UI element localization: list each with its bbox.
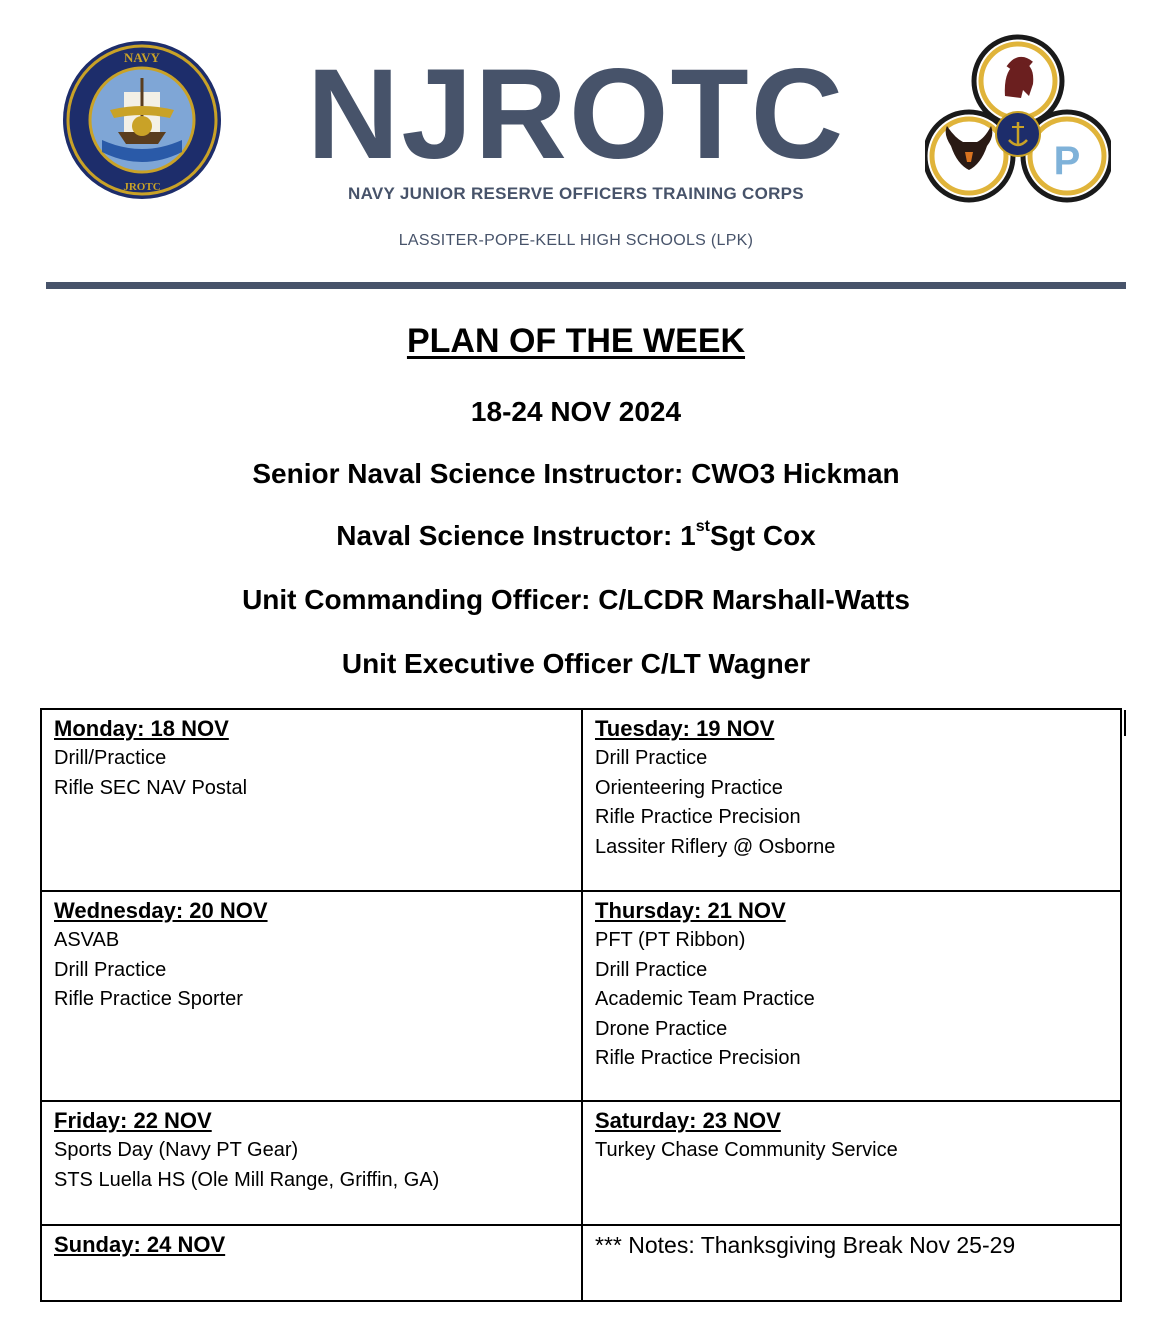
day-heading: Monday: 18 NOV — [54, 716, 229, 741]
naval-instructor — [0, 520, 1152, 552]
day-cell-thursday — [583, 892, 1120, 1100]
seal-bottom-text: JROTC — [123, 181, 161, 193]
list-item: Turkey Chase Community Service — [595, 1139, 898, 1161]
day-heading: Tuesday: 19 NOV — [595, 716, 775, 741]
list-item: Drill Practice — [595, 958, 708, 981]
list-item: Rifle Practice Precision — [595, 1047, 801, 1069]
svg-text:P: P — [1053, 139, 1081, 183]
list-item: Drill Practice — [595, 747, 708, 769]
commanding-officer: Unit Commanding Officer: C/LCDR Marshall-Watts — [242, 584, 910, 615]
instructor-prefix: Naval Science Instructor: 1 — [336, 520, 696, 551]
list-item: Academic Team Practice — [595, 988, 815, 1010]
instructor-ordinal: st — [695, 518, 710, 535]
list-item: Rifle Practice Sporter — [54, 988, 243, 1010]
seal-top-text: NAVY — [124, 50, 160, 65]
list-item: PFT (PT Ribbon) — [595, 929, 746, 951]
list-item: Rifle SEC NAV Postal — [54, 776, 248, 799]
day-cell-saturday — [583, 1102, 1120, 1224]
day-heading: Friday: 22 NOV — [54, 1108, 212, 1133]
list-item: Lassiter Riflery @ Osborne — [595, 835, 836, 858]
list-item: Drone Practice — [595, 1017, 728, 1040]
notes-cell — [583, 1226, 1120, 1300]
day-heading: Sunday: 24 NOV — [54, 1232, 226, 1257]
schedule-table — [40, 708, 1122, 1302]
day-cell-tuesday — [583, 710, 1120, 890]
list-item: Orienteering Practice — [595, 776, 783, 799]
week-dates: 18-24 NOV 2024 — [470, 396, 682, 427]
lpk-schools-logo-icon — [925, 34, 1111, 204]
day-cell-wednesday — [42, 892, 581, 1100]
day-heading: Saturday: 23 NOV — [595, 1108, 781, 1133]
schools-line: LASSITER-POPE-KELL HIGH SCHOOLS (LPK) — [398, 232, 754, 249]
day-heading: Wednesday: 20 NOV — [54, 898, 268, 923]
brand-subtitle: NAVY JUNIOR RESERVE OFFICERS TRAINING CORPS — [348, 184, 804, 203]
notes-text: *** Notes: Thanksgiving Break Nov 25-29 — [595, 1232, 1016, 1258]
list-item: Drill/Practice — [54, 747, 167, 769]
text-cursor — [1124, 710, 1126, 736]
header-divider — [46, 282, 1126, 289]
list-item: Drill Practice — [54, 958, 167, 981]
executive-officer: Unit Executive Officer C/LT Wagner — [341, 648, 811, 679]
day-cell-sunday — [42, 1226, 581, 1300]
page-title: PLAN OF THE WEEK — [406, 322, 746, 360]
list-item: ASVAB — [54, 929, 120, 951]
day-heading: Thursday: 21 NOV — [595, 898, 786, 923]
senior-instructor: Senior Naval Science Instructor: CWO3 Hickman — [252, 458, 900, 489]
brand-title: NJROTC — [306, 43, 846, 186]
day-cell-friday — [42, 1102, 581, 1224]
list-item: Rifle Practice Precision — [595, 806, 801, 828]
instructor-suffix: Sgt Cox — [709, 520, 816, 551]
day-cell-monday — [42, 710, 581, 890]
letterhead — [0, 0, 1152, 300]
list-item: Sports Day (Navy PT Gear) — [54, 1139, 299, 1161]
list-item: STS Luella HS (Ole Mill Range, Griffin, GA) — [54, 1168, 440, 1191]
